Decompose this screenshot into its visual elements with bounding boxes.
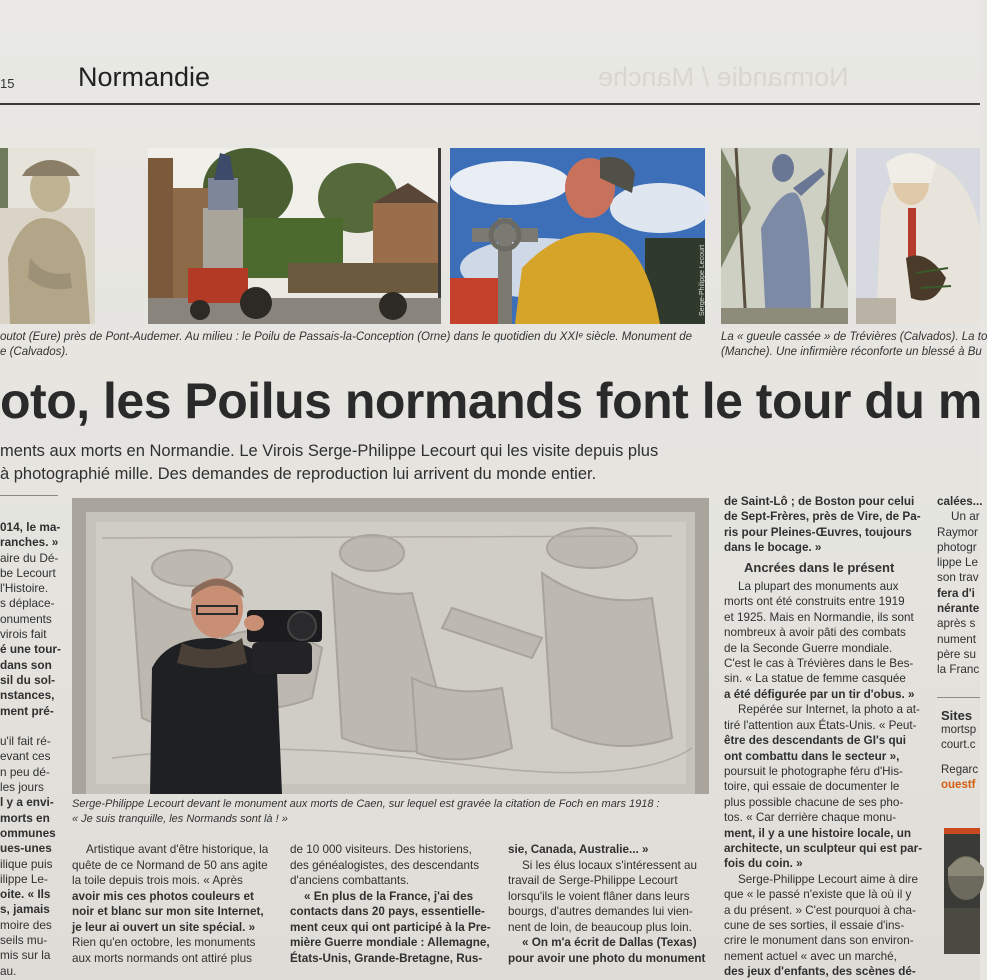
text-line: calées... bbox=[937, 495, 983, 508]
photo-gueule-cassee-trevieres bbox=[721, 148, 848, 324]
caption-line: e (Calvados). bbox=[0, 346, 69, 358]
column-top-rule bbox=[0, 495, 58, 496]
photo-strip-caption-left bbox=[0, 330, 692, 360]
text-line: s, jamais bbox=[0, 902, 50, 917]
article-subhead: Ancrées dans le présent bbox=[744, 559, 895, 575]
header-rule bbox=[0, 103, 980, 105]
text-line: toire, qui essaie de documenter le bbox=[724, 780, 900, 794]
text-line: l'Histoire. bbox=[0, 581, 49, 596]
text-line: nombreux à avoir pâti des combats bbox=[724, 626, 906, 640]
standfirst-line: à photographié mille. Des demandes de reproduction lui arrivent du monde entier. bbox=[0, 465, 597, 483]
text-line: photogr bbox=[937, 540, 977, 554]
text-line: tos. « Car derrière chaque monu- bbox=[724, 811, 897, 825]
text-line: nument bbox=[937, 632, 976, 646]
text-line: la toile depuis trois mois. « Après bbox=[72, 874, 243, 887]
caption-line: outot (Eure) près de Pont-Audemer. Au milieu : le Poilu de Passais-la-Conception (Orne) dans le quotidien du XXIᵉ siècle. Monument de bbox=[0, 331, 693, 343]
text-line: son trav bbox=[937, 571, 979, 585]
text-line: cune de ses sorties, il essaie d'ins- bbox=[724, 918, 905, 932]
photo-strip-caption-right bbox=[721, 330, 987, 360]
text-line: oite. « Ils bbox=[0, 887, 51, 902]
text-line: evant ces bbox=[0, 749, 51, 764]
text-line: nérante bbox=[937, 602, 980, 616]
text-line: plus possible chacune de ses pho- bbox=[724, 795, 904, 809]
caption-line: La « gueule cassée » de Trévières (Calvados). La to bbox=[721, 331, 987, 343]
text-line: nement actuel « avec un marché, bbox=[724, 949, 897, 963]
text-line: Un ar bbox=[951, 510, 980, 524]
text-line: travail de Serge-Philippe Lecourt bbox=[508, 874, 678, 887]
article-standfirst bbox=[0, 440, 658, 486]
show-through-text: Normandie / Manche bbox=[598, 62, 849, 92]
column-c bbox=[508, 842, 705, 966]
text-line: États-Unis, Grande-Bretagne, Rus- bbox=[290, 951, 483, 965]
text-line: sie, Canada, Australie... » bbox=[508, 843, 649, 856]
text-line: Serge-Philippe Lecourt aime à dire bbox=[738, 872, 918, 886]
text-line: de Saint-Lô ; de Boston pour celui bbox=[724, 495, 915, 508]
sites-link[interactable]: mortsp bbox=[941, 724, 977, 736]
text-line: aire du Dé- bbox=[0, 550, 59, 565]
text-line: ment, il y a une histoire locale, un bbox=[724, 826, 912, 840]
text-line: seils mu- bbox=[0, 933, 48, 948]
text-line: sil du sol- bbox=[0, 672, 56, 687]
text-line: de Sept-Frères, près de Vire, de Pa- bbox=[724, 510, 921, 524]
photo-nurse-statue bbox=[856, 148, 980, 324]
text-line: « On m'a écrit de Dallas (Texas) bbox=[522, 936, 697, 949]
text-line: ranches. » bbox=[0, 535, 59, 550]
thumbnail-photo bbox=[944, 828, 980, 954]
photo-soldier-statue-eure bbox=[0, 148, 95, 324]
sites-link[interactable]: court.c bbox=[941, 739, 976, 751]
text-line: des généalogistes, des descendants bbox=[290, 858, 480, 872]
text-line: la Franc bbox=[937, 663, 980, 677]
text-line: 014, le ma- bbox=[0, 520, 61, 534]
text-line: avoir mis ces photos couleurs et bbox=[72, 889, 254, 903]
sites-box bbox=[941, 708, 978, 793]
photo-poilu-sky bbox=[450, 148, 705, 324]
text-line: dans le bocage. » bbox=[724, 541, 822, 555]
text-line: ment pré- bbox=[0, 703, 54, 718]
text-line: mis sur la bbox=[0, 948, 51, 963]
text-line: l y a envi- bbox=[0, 795, 54, 810]
text-line: que « le passé n'existe que là où il y bbox=[724, 888, 912, 902]
text-line: a du présent. » C'est pourquoi à cha- bbox=[724, 903, 916, 917]
text-line: nstances, bbox=[0, 688, 55, 703]
text-line: quête de ce Normand de 50 ans agite bbox=[72, 858, 268, 872]
column-right bbox=[724, 494, 922, 980]
text-line: poursuit le photographe féru d'His- bbox=[724, 764, 903, 778]
sites-label: Sites bbox=[941, 708, 973, 723]
column-left bbox=[0, 520, 61, 979]
text-line: Si les élus locaux s'intéressent au bbox=[522, 858, 698, 872]
text-line: d'anciens combattants. bbox=[290, 874, 410, 887]
photo-credit: Serge-Philippe Lecourt bbox=[699, 244, 706, 316]
text-line: tiré l'attention aux États-Unis. « Peut- bbox=[724, 718, 917, 732]
text-line: u'il fait ré- bbox=[0, 734, 51, 749]
text-line: ilippe Le- bbox=[0, 871, 48, 886]
text-line: bourgs, d'autres demandes lui vien- bbox=[508, 905, 693, 918]
text-line: s déplace- bbox=[0, 596, 55, 611]
text-line: et 1925. Mais en Normandie, ils sont bbox=[724, 610, 914, 624]
text-line: ont combattu dans le secteur », bbox=[724, 749, 900, 763]
text-line: C'est le cas à Trévières dans le Bes- bbox=[724, 657, 914, 671]
photo-lecourt-caen-monument bbox=[72, 498, 709, 794]
article-headline: oto, les Poilus normands font le tour du m bbox=[0, 373, 982, 429]
text-line: Rien qu'en octobre, les monuments bbox=[72, 936, 256, 949]
text-line: fois du coin. » bbox=[724, 857, 803, 871]
text-line: sin. « La statue de femme casquée bbox=[724, 672, 906, 686]
text-line: architecte, un sculpteur qui est par- bbox=[724, 841, 923, 855]
text-line: je leur ai ouvert un site spécial. » bbox=[72, 920, 256, 934]
text-line: lorsqu'ils le voient flâner dans leurs bbox=[508, 889, 690, 903]
text-line: contacts dans 20 pays, essentielle- bbox=[290, 905, 485, 918]
text-line: é une tour- bbox=[0, 642, 61, 657]
text-line: virois fait bbox=[0, 627, 47, 642]
text-line: de 10 000 visiteurs. Des historiens, bbox=[290, 843, 472, 856]
standfirst-line: ments aux morts en Normandie. Le Virois Serge-Philippe Lecourt qui les visite depuis plus bbox=[0, 442, 659, 460]
text-line: pour avoir une photo du monument bbox=[508, 951, 706, 965]
column-b bbox=[290, 842, 491, 966]
text-line: onuments bbox=[0, 611, 52, 626]
caption-line: « Je suis tranquille, les Normands sont là ! » bbox=[72, 813, 288, 825]
text-line: Raymor bbox=[937, 525, 978, 539]
text-line: ommunes bbox=[0, 825, 56, 840]
text-line: aux morts normands ont attiré plus bbox=[72, 951, 252, 965]
text-line: morts ont été construits entre 1919 bbox=[724, 595, 905, 609]
text-line: n peu dé- bbox=[0, 764, 50, 779]
text-line bbox=[0, 719, 61, 734]
text-line: lippe Le bbox=[937, 556, 978, 570]
sidebar-rule bbox=[937, 697, 980, 698]
text-line: père su bbox=[937, 647, 976, 661]
text-line: ues-unes bbox=[0, 841, 52, 856]
text-line: de la Seconde Guerre mondiale. bbox=[724, 641, 893, 655]
sites-regard: Regarc bbox=[941, 764, 979, 776]
text-line: Repérée sur Internet, la photo a at- bbox=[738, 703, 920, 717]
text-line: des jeux d'enfants, des scènes dé- bbox=[724, 965, 916, 979]
text-line: La plupart des monuments aux bbox=[738, 580, 899, 594]
text-line: au. bbox=[0, 963, 17, 978]
text-line: être des descendants de GI's qui bbox=[724, 734, 907, 748]
text-line: crire le monument dans son environ- bbox=[724, 934, 914, 948]
text-line: ment ceux qui ont participé à la Pre- bbox=[290, 920, 491, 934]
page-number: 15 bbox=[0, 76, 15, 91]
text-line: après s bbox=[937, 617, 976, 631]
text-line: les jours bbox=[0, 780, 44, 795]
caption-line: (Manche). Une infirmière réconforte un blessé à Bu bbox=[721, 346, 982, 358]
section-title: Normandie bbox=[78, 62, 211, 92]
column-far-right bbox=[937, 494, 983, 678]
text-line: « En plus de la France, j'ai des bbox=[304, 889, 474, 903]
text-line: noir et blanc sur mon site Internet, bbox=[72, 905, 264, 918]
text-line: nent de loin, de beaucoup plus loin. bbox=[508, 920, 692, 934]
column-a bbox=[72, 842, 268, 966]
text-line: dans son bbox=[0, 657, 52, 672]
ouest-france-link[interactable]: ouestf bbox=[941, 779, 976, 791]
text-line: be Lecourt bbox=[0, 565, 56, 580]
photo-poilu-passais bbox=[148, 148, 441, 324]
text-line: a été défigurée par un tir d'obus. » bbox=[724, 687, 915, 701]
text-line: ilique puis bbox=[0, 856, 53, 871]
text-line: moire des bbox=[0, 917, 52, 932]
main-photo-caption bbox=[72, 797, 660, 827]
text-line: morts en bbox=[0, 810, 50, 825]
text-line: fera d'i bbox=[937, 586, 975, 600]
text-line: Artistique avant d'être historique, la bbox=[86, 843, 269, 856]
text-line: mière Guerre mondiale : Allemagne, bbox=[290, 936, 490, 949]
caption-line: Serge-Philippe Lecourt devant le monument aux morts de Caen, sur lequel est gravée la citation de Foch en mars 1918 : bbox=[72, 798, 660, 810]
text-line: ris pour Pleines-Œuvres, toujours bbox=[724, 525, 912, 539]
